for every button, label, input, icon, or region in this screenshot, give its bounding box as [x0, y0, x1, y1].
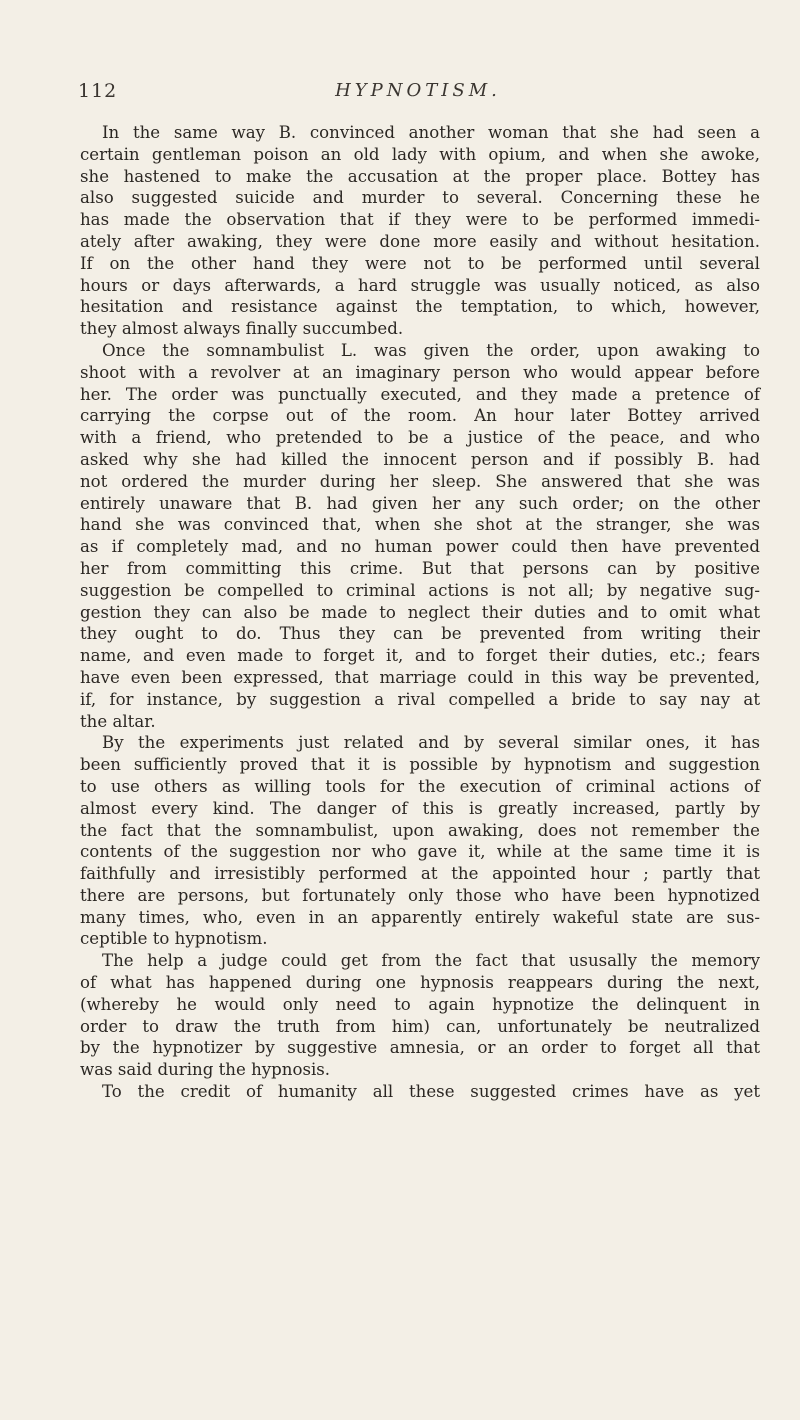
- text-line: hesitation and resistance against the temptation, to which, however,: [80, 297, 760, 317]
- text-line: certain gentleman poison an old lady with opium, and when she awoke,: [80, 144, 760, 164]
- text-line: asked why she had killed the innocent person and if possibly B. had: [80, 449, 760, 469]
- text-line: contents of the suggestion nor who gave it, while at the same time it is: [80, 842, 760, 862]
- page-number: 112: [78, 80, 118, 102]
- text-line: faithfully and irresistibly performed at the appointed hour ; partly that: [80, 864, 760, 884]
- text-line: also suggested suicide and murder to several. Concerning these he: [80, 188, 760, 208]
- text-line: By the experiments just related and by several similar ones, it has: [102, 733, 760, 753]
- text-line: has made the observation that if they were to be performed immedi-: [80, 210, 760, 230]
- text-line: the fact that the somnambulist, upon awaking, does not remember the: [80, 820, 760, 840]
- text-line: almost every kind. The danger of this is greatly increased, partly by: [80, 798, 760, 818]
- text-line: she hastened to make the accusation at the proper place. Bottey has: [80, 166, 760, 186]
- text-line: (whereby he would only need to again hypnotize the delinquent in: [80, 994, 760, 1014]
- text-line: have even been expressed, that marriage could in this way be prevented,: [80, 667, 760, 687]
- text-line: was said during the hypnosis.: [80, 1060, 331, 1080]
- text-line: of what has happened during one hypnosis reappears during the next,: [80, 973, 760, 993]
- text-line: to use others as willing tools for the execution of criminal actions of: [80, 776, 760, 796]
- text-line: gestion they can also be made to neglect their duties and to omit what: [80, 602, 760, 622]
- text-line: with a friend, who pretended to be a justice of the peace, and who: [80, 428, 760, 448]
- text-line: If on the other hand they were not to be performed until several: [80, 253, 760, 273]
- running-head: HYPNOTISM.: [335, 80, 501, 101]
- text-line: hand she was convinced that, when she shot at the stranger, she was: [80, 515, 760, 535]
- text-line: her from committing this crime. But that persons can by positive: [80, 558, 760, 578]
- text-line: they ought to do. Thus they can be prevented from writing their: [80, 624, 760, 644]
- text-line: Once the somnambulist L. was given the order, upon awaking to: [102, 340, 760, 360]
- text-line: name, and even made to forget it, and to forget their duties, etc.; fears: [80, 646, 760, 666]
- text-line: shoot with a revolver at an imaginary person who would appear before: [80, 362, 760, 382]
- page-header: [78, 80, 758, 110]
- text-line: there are persons, but fortunately only those who have been hypnotized: [80, 885, 760, 905]
- text-line: In the same way B. convinced another woman that she had seen a: [102, 123, 760, 142]
- text-line: by the hypnotizer by suggestive amnesia, or an order to forget all that: [80, 1038, 760, 1058]
- text-line: The help a judge could get from the fact that ususally the memory: [102, 951, 760, 971]
- text-line: carrying the corpse out of the room. An hour later Bottey arrived: [80, 406, 760, 426]
- text-line: if, for instance, by suggestion a rival compelled a bride to say nay at: [80, 689, 760, 709]
- text-line: ceptible to hypnotism.: [80, 929, 268, 949]
- text-line: they almost always finally succumbed.: [80, 319, 404, 339]
- text-line: suggestion be compelled to criminal actions is not all; by negative sug-: [80, 580, 760, 600]
- text-line: not ordered the murder during her sleep. She answered that she was: [80, 471, 760, 491]
- text-line: order to draw the truth from him) can, unfortunately be neutralized: [80, 1016, 760, 1036]
- text-line: ately after awaking, they were done more easily and without hesitation.: [80, 231, 760, 251]
- text-line: her. The order was punctually executed, and they made a pretence of: [80, 384, 760, 404]
- body-text: [80, 122, 760, 1103]
- text-line: hours or days afterwards, a hard struggle was usually noticed, as also: [80, 275, 760, 295]
- text-line: the altar.: [80, 711, 156, 731]
- text-line: entirely unaware that B. had given her any such order; on the other: [80, 493, 760, 513]
- text-line: as if completely mad, and no human power could then have prevented: [80, 537, 760, 557]
- text-line: many times, who, even in an apparently entirely wakeful state are sus-: [80, 907, 760, 927]
- text-line: been sufficiently proved that it is possible by hypnotism and suggestion: [80, 755, 760, 775]
- text-line: To the credit of humanity all these suggested crimes have as yet: [102, 1082, 760, 1102]
